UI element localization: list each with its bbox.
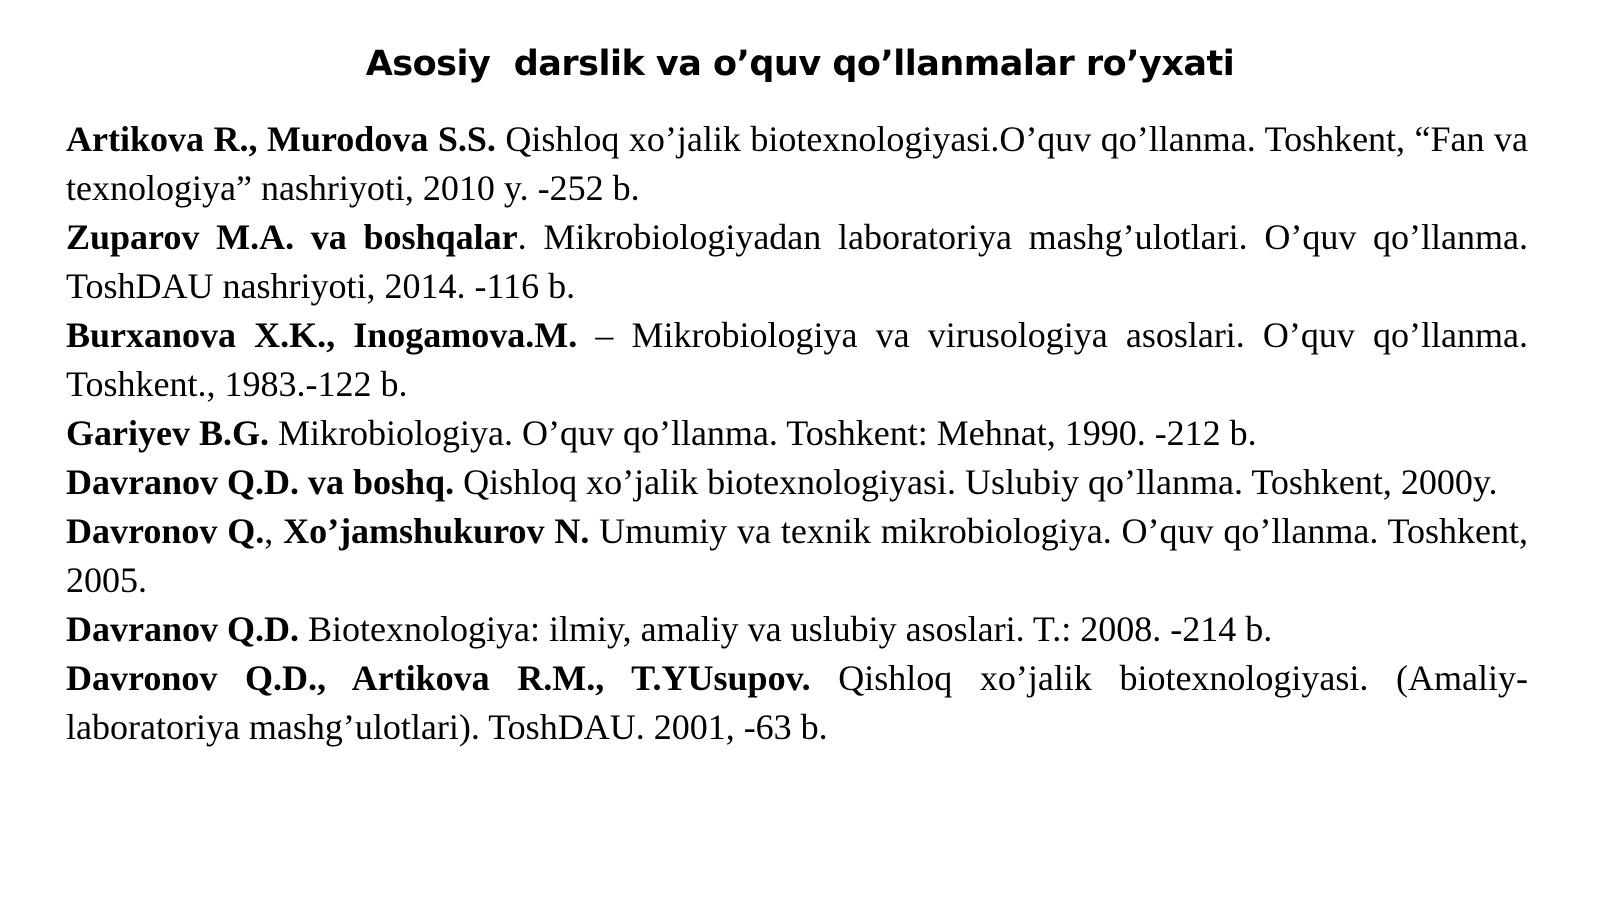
reference-authors: Davranov Q.D. va boshq. (66, 462, 455, 502)
reference-authors: Artikova R., Murodova S.S. (66, 119, 496, 159)
reference-separator: , (264, 511, 284, 551)
reference-authors: Zuparov M.A. va boshqalar (66, 217, 518, 257)
reference-list (66, 115, 1528, 752)
reference-text: Qishloq xo’jalik biotexnologiyasi. (Amaliy-laboratoriya mashg’ulotlari). ToshDAU. 2001, -63 b. (66, 658, 1528, 747)
reference-text: . Mikrobiologiyadan laboratoriya mashg’ulotlari. O’quv qo’llanma. ToshDAU nashriyoti, 2014. -116 b. (66, 217, 1528, 306)
reference-item (66, 213, 1528, 311)
reference-authors: Gariyev B.G. (66, 413, 269, 453)
reference-text: Mikrobiologiya. O’quv qo’llanma. Toshkent: Mehnat, 1990. -212 b. (268, 413, 1257, 453)
reference-item (66, 458, 1528, 507)
reference-item (66, 311, 1528, 409)
page-title: Asosiy darslik va o’quv qo’llanmalar ro’yxati (365, 44, 1235, 84)
reference-authors: Davranov Q.D. (66, 609, 299, 649)
reference-text: Qishloq xo’jalik biotexnologiyasi. Uslubiy qo’llanma. Toshkent, 2000y. (454, 462, 1498, 502)
reference-item (66, 409, 1528, 458)
reference-item (66, 115, 1528, 213)
reference-text: – Mikrobiologiya va virusologiya asoslari. O’quv qo’llanma. Toshkent., 1983.-122 b. (66, 315, 1528, 404)
reference-text: Qishloq xo’jalik biotexnologiyasi.O’quv qo’llanma. Toshkent, “Fan va texnologiya” nashriyoti, 2010 y. -252 b. (66, 119, 1529, 208)
reference-text: Biotexnologiya: ilmiy, amaliy va uslubiy asoslari. T.: 2008. -214 b. (299, 609, 1273, 649)
reference-authors: Xo’jamshukurov N. (283, 511, 590, 551)
reference-item (66, 507, 1528, 605)
reference-authors: Davronov Q. (66, 511, 265, 551)
reference-text: Umumiy va texnik mikrobiologiya. O’quv qo’llanma. Toshkent, 2005. (66, 511, 1529, 600)
reference-authors: Burxanova X.K., Inogamova.M. (66, 315, 578, 355)
reference-authors: Davronov Q.D., Artikova R.M., T.YUsupov. (66, 658, 811, 698)
reference-item (66, 654, 1528, 752)
reference-item (66, 605, 1528, 654)
